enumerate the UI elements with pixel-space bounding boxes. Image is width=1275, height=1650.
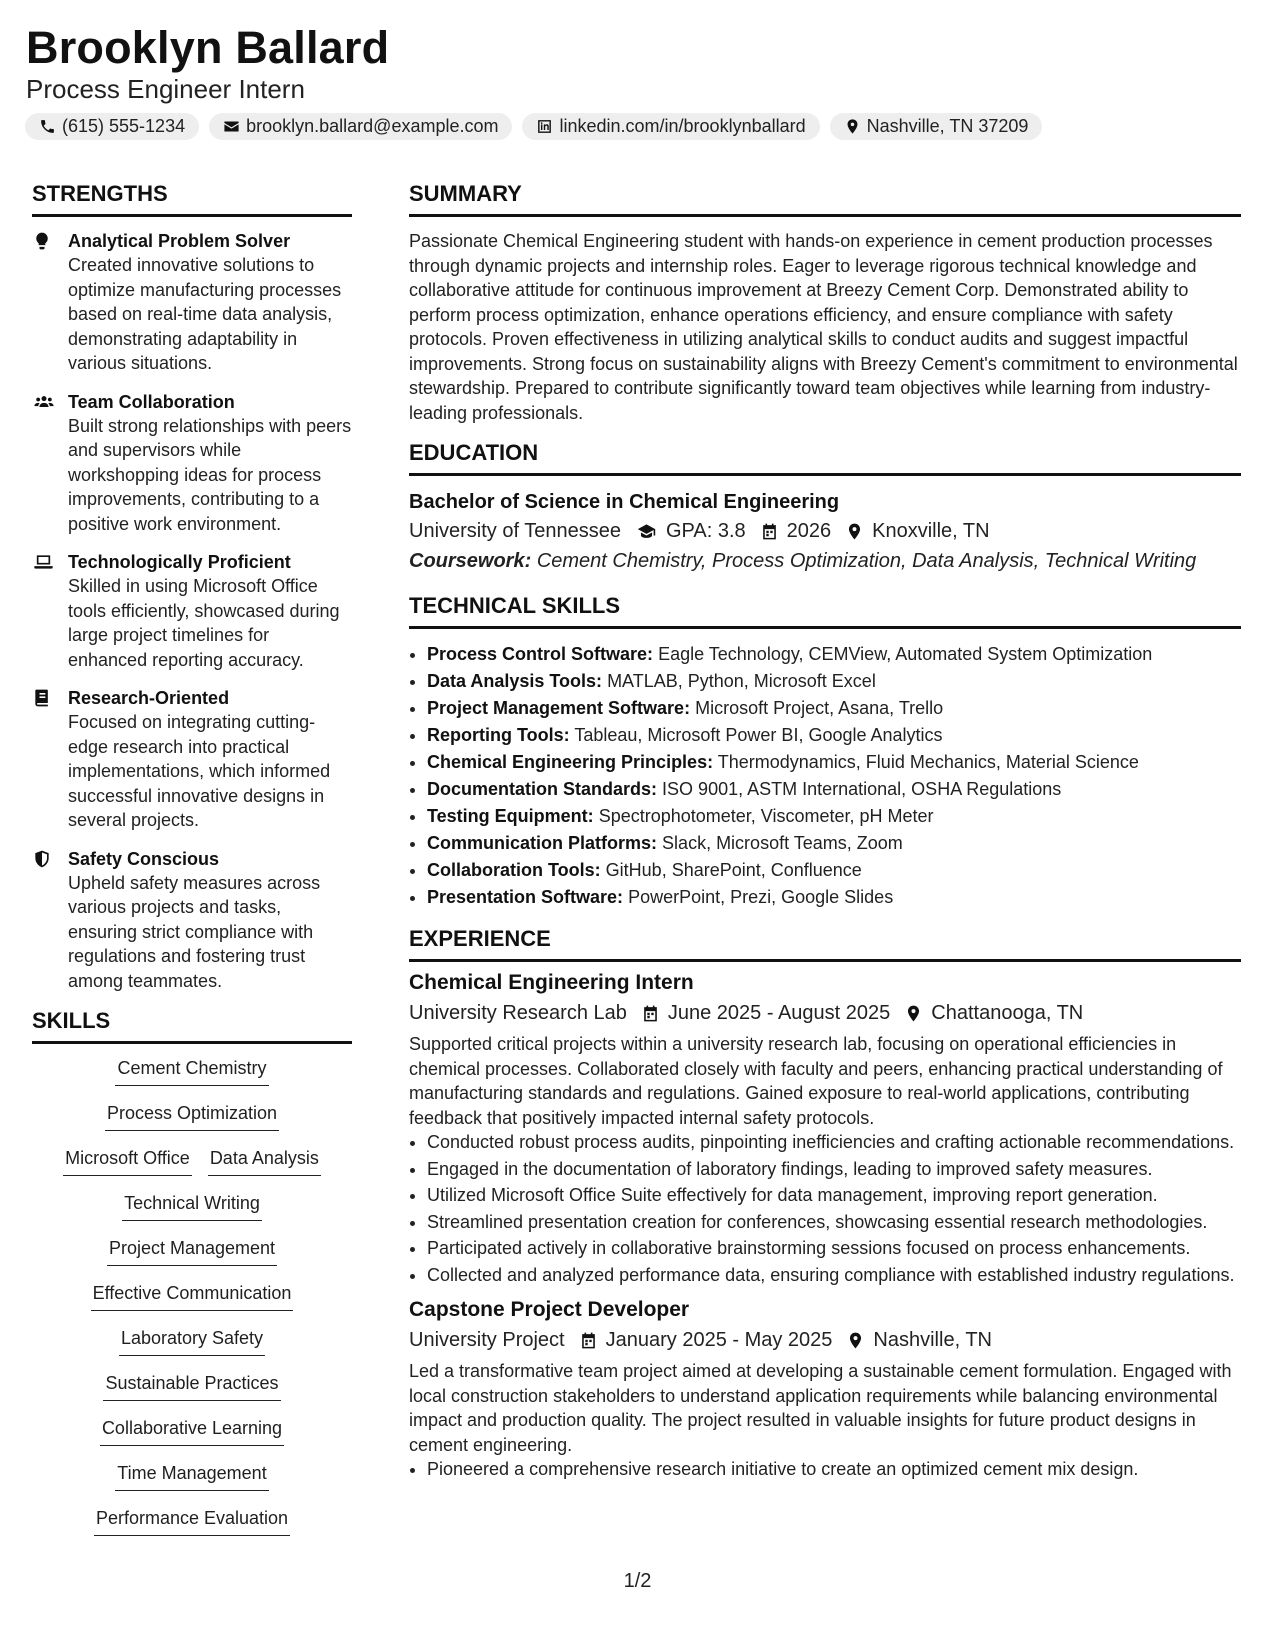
strength-desc: Created innovative solutions to optimize manufacturing processes based on real-time data analysis, demonstrating adaptability in various situations. bbox=[68, 255, 342, 373]
map-pin-icon bbox=[904, 1004, 923, 1023]
tech-skill-value: PowerPoint, Prezi, Google Slides bbox=[628, 887, 894, 907]
contact-location[interactable] bbox=[830, 113, 1043, 140]
list-item: • Conducted robust process audits, pinpointing inefficiencies and crafting actionable recommendations. bbox=[427, 1130, 1241, 1155]
contact-phone[interactable] bbox=[25, 113, 199, 140]
gpa-text: GPA: 3.8 bbox=[665, 520, 746, 542]
skill-row bbox=[122, 1191, 262, 1236]
list-item: • Pioneered a comprehensive research initiative to create an optimized cement mix design. bbox=[427, 1457, 1241, 1482]
envelope-icon bbox=[223, 118, 240, 135]
skill-tag: Collaborative Learning bbox=[100, 1416, 284, 1446]
users-icon bbox=[32, 392, 56, 412]
job-title: Capstone Project Developer bbox=[409, 1298, 690, 1321]
skill-row bbox=[105, 1101, 279, 1146]
summary-text: Passionate Chemical Engineering student with hands-on experience in cement production processes through dynamic projects and internship roles. Eager to leverage rigorous technical knowledge and collaborative attitude for continuous improvement at Breezy Cement Corp. Demonstrated ability to perform process optimization, enhance operations efficiency, and ensure compliance with safety protocols. Proven effectiveness in utilizing analytical skills to conduct audits and suggest impactful improvements. Strong focus on sustainability aligns with Breezy Cement's commitment to environmental stewardship. Prepared to contribute significantly toward team objectives while learning from industry-leading professionals. bbox=[409, 231, 1238, 423]
linkedin-text: linkedin.com/in/brooklynballard bbox=[559, 116, 806, 136]
strengths-heading: STRENGTHS bbox=[32, 180, 352, 217]
strength-title: Team Collaboration bbox=[68, 391, 235, 412]
job-meta bbox=[409, 998, 1241, 1028]
right-column bbox=[409, 180, 1241, 1484]
tech-skill-label: Process Control Software: bbox=[427, 644, 654, 664]
list-item bbox=[427, 803, 1241, 830]
list-item: • Utilized Microsoft Office Suite effectively for data management, improving report generation. bbox=[427, 1183, 1241, 1208]
candidate-title: Process Engineer Intern bbox=[26, 74, 305, 104]
list-item: • Engaged in the documentation of laboratory findings, leading to improved safety measures. bbox=[427, 1157, 1241, 1182]
skill-tag: Time Management bbox=[115, 1461, 268, 1491]
skill-row bbox=[107, 1236, 277, 1281]
list-item: • Streamlined presentation creation for conferences, showcasing essential research methodologies. bbox=[427, 1210, 1241, 1235]
strength-title: Technologically Proficient bbox=[68, 552, 291, 572]
skill-tag: Data Analysis bbox=[208, 1146, 321, 1176]
list-item bbox=[427, 776, 1241, 803]
map-pin-icon bbox=[844, 118, 861, 135]
degree-title: Bachelor of Science in Chemical Engineering bbox=[409, 491, 840, 513]
strength-desc: Focused on integrating cutting-edge research into practical implementations, which informed successful innovative designs in several projects. bbox=[68, 712, 331, 830]
tech-skill-label: Documentation Standards: bbox=[427, 779, 658, 799]
map-pin-icon bbox=[846, 1331, 865, 1350]
list-item bbox=[427, 668, 1241, 695]
school-location: Knoxville, TN bbox=[872, 520, 990, 542]
list-item bbox=[427, 722, 1241, 749]
lightbulb-icon bbox=[32, 231, 52, 251]
job-title: Chemical Engineering Intern bbox=[409, 971, 694, 994]
tech-skill-value: Thermodynamics, Fluid Mechanics, Material Science bbox=[717, 752, 1139, 772]
strength-item bbox=[32, 847, 352, 994]
tech-skill-value: Tableau, Microsoft Power BI, Google Analytics bbox=[574, 725, 943, 745]
job-location: Nashville, TN bbox=[873, 1329, 992, 1351]
calendar-icon bbox=[579, 1331, 598, 1350]
tech-skill-value: GitHub, SharePoint, Confluence bbox=[605, 860, 862, 880]
skill-row bbox=[115, 1056, 268, 1101]
linkedin-icon bbox=[536, 118, 553, 135]
strength-desc: Upheld safety measures across various projects and tasks, ensuring strict compliance with regulations and fostering trust among teammates. bbox=[68, 872, 321, 991]
experience-heading: EXPERIENCE bbox=[409, 925, 1241, 962]
skill-tag: Process Optimization bbox=[105, 1101, 279, 1131]
list-item: • Collected and analyzed performance data, ensuring compliance with established industry regulations. bbox=[427, 1263, 1241, 1288]
tech-skill-label: Collaboration Tools: bbox=[427, 860, 601, 880]
list-item bbox=[427, 857, 1241, 884]
skill-row bbox=[91, 1281, 294, 1326]
job-meta bbox=[409, 1325, 1241, 1355]
school-name: University of Tennessee bbox=[409, 520, 621, 542]
calendar-icon bbox=[641, 1004, 660, 1023]
map-pin-icon bbox=[845, 522, 864, 541]
strength-item bbox=[32, 686, 352, 833]
education-heading: EDUCATION bbox=[409, 439, 1241, 476]
technical-skills-heading: TECHNICAL SKILLS bbox=[409, 592, 1241, 629]
strength-title: Analytical Problem Solver bbox=[68, 231, 291, 251]
email-text: brooklyn.ballard@example.com bbox=[246, 116, 499, 136]
strength-title: Safety Conscious bbox=[68, 848, 220, 869]
tech-skill-label: Presentation Software: bbox=[427, 887, 624, 907]
list-item bbox=[427, 749, 1241, 776]
page-number: 1/2 bbox=[623, 1570, 652, 1592]
job-dates: January 2025 - May 2025 bbox=[605, 1329, 833, 1351]
contact-linkedin[interactable] bbox=[522, 113, 819, 140]
tech-skill-label: Testing Equipment: bbox=[427, 806, 594, 826]
strength-desc: Skilled in using Microsoft Office tools efficiently, showcased during large project timelines for enhanced reporting accuracy. bbox=[68, 576, 340, 670]
tech-skill-value: MATLAB, Python, Microsoft Excel bbox=[607, 671, 876, 691]
list-item bbox=[427, 830, 1241, 857]
coursework-label: Coursework: bbox=[409, 550, 532, 572]
skill-row bbox=[119, 1326, 265, 1371]
list-item bbox=[427, 884, 1241, 911]
calendar-icon bbox=[760, 522, 779, 541]
tech-skill-value: Eagle Technology, CEMView, Automated System Optimization bbox=[658, 644, 1153, 664]
skill-tag: Project Management bbox=[107, 1236, 277, 1266]
tech-skill-label: Communication Platforms: bbox=[427, 833, 658, 853]
strength-item bbox=[32, 390, 352, 537]
contact-bar bbox=[25, 113, 1042, 140]
education-meta bbox=[409, 516, 1241, 546]
coursework-list: Cement Chemistry, Process Optimization, Data Analysis, Technical Writing bbox=[536, 550, 1197, 572]
skill-tag: Technical Writing bbox=[122, 1191, 262, 1221]
job-entry bbox=[409, 1295, 1241, 1482]
skill-row bbox=[115, 1461, 268, 1506]
book-icon bbox=[32, 688, 52, 708]
skill-row bbox=[100, 1416, 284, 1461]
tech-skill-value: Slack, Microsoft Teams, Zoom bbox=[662, 833, 903, 853]
skill-tag: Cement Chemistry bbox=[115, 1056, 268, 1086]
job-description: Led a transformative team project aimed at developing a sustainable cement formulation. Engaged with local construction stakeholders to understand application requirements while balancing environmental impact and production quality. The project resulted in valuable insights for future product designs in cement engineering. bbox=[409, 1361, 1232, 1455]
skill-row bbox=[94, 1506, 290, 1551]
list-item bbox=[427, 641, 1241, 668]
skill-tag: Microsoft Office bbox=[63, 1146, 192, 1176]
skill-tag: Laboratory Safety bbox=[119, 1326, 265, 1356]
graduation-cap-icon bbox=[635, 522, 658, 541]
tech-skill-value: ISO 9001, ASTM International, OSHA Regulations bbox=[662, 779, 1062, 799]
contact-email[interactable] bbox=[209, 113, 512, 140]
technical-skills-list bbox=[409, 641, 1241, 911]
location-text: Nashville, TN 37209 bbox=[866, 116, 1029, 136]
skill-row bbox=[103, 1371, 280, 1416]
strength-desc: Built strong relationships with peers and supervisors while workshopping ideas for process improvements, contributing to a positive work environment. bbox=[68, 415, 352, 534]
summary-heading: SUMMARY bbox=[409, 180, 1241, 217]
phone-text: (615) 555-1234 bbox=[62, 116, 186, 136]
job-org: University Research Lab bbox=[409, 1002, 627, 1024]
list-item: • Participated actively in collaborative brainstorming sessions focused on process enhancements. bbox=[427, 1236, 1241, 1261]
tech-skill-value: Spectrophotometer, Viscometer, pH Meter bbox=[598, 806, 934, 826]
tech-skill-label: Data Analysis Tools: bbox=[427, 671, 603, 691]
job-description: Supported critical projects within a university research lab, focusing on operational efficiencies in chemical processes. Collaborated closely with faculty and peers, enhancing practical understanding of manufacturing standards and regulations. Gained exposure to real-world applications, contributing feedback that positively impacted internal safety protocols. bbox=[409, 1034, 1223, 1128]
laptop-icon bbox=[32, 552, 55, 572]
strength-title: Research-Oriented bbox=[68, 688, 230, 708]
coursework bbox=[409, 546, 1241, 576]
job-entry bbox=[409, 968, 1241, 1287]
strength-item bbox=[32, 550, 352, 672]
phone-icon bbox=[39, 118, 56, 135]
strength-item bbox=[32, 229, 352, 376]
skills-heading: SKILLS bbox=[32, 1007, 352, 1044]
skills-list bbox=[32, 1056, 352, 1551]
skill-tag: Effective Communication bbox=[91, 1281, 294, 1311]
job-bullets bbox=[409, 1457, 1241, 1482]
tech-skill-value: Microsoft Project, Asana, Trello bbox=[695, 698, 944, 718]
candidate-name: Brooklyn Ballard bbox=[26, 22, 390, 73]
job-org: University Project bbox=[409, 1329, 565, 1351]
skill-tag: Performance Evaluation bbox=[94, 1506, 290, 1536]
grad-year: 2026 bbox=[786, 520, 832, 542]
tech-skill-label: Reporting Tools: bbox=[427, 725, 570, 745]
tech-skill-label: Chemical Engineering Principles: bbox=[427, 752, 714, 772]
job-bullets bbox=[409, 1130, 1241, 1287]
skill-tag: Sustainable Practices bbox=[103, 1371, 280, 1401]
list-item bbox=[427, 695, 1241, 722]
job-location: Chattanooga, TN bbox=[931, 1002, 1084, 1024]
tech-skill-label: Project Management Software: bbox=[427, 698, 691, 718]
shield-icon bbox=[32, 849, 52, 869]
job-dates: June 2025 - August 2025 bbox=[667, 1002, 891, 1024]
skill-row bbox=[63, 1146, 321, 1191]
left-column bbox=[32, 180, 352, 1551]
